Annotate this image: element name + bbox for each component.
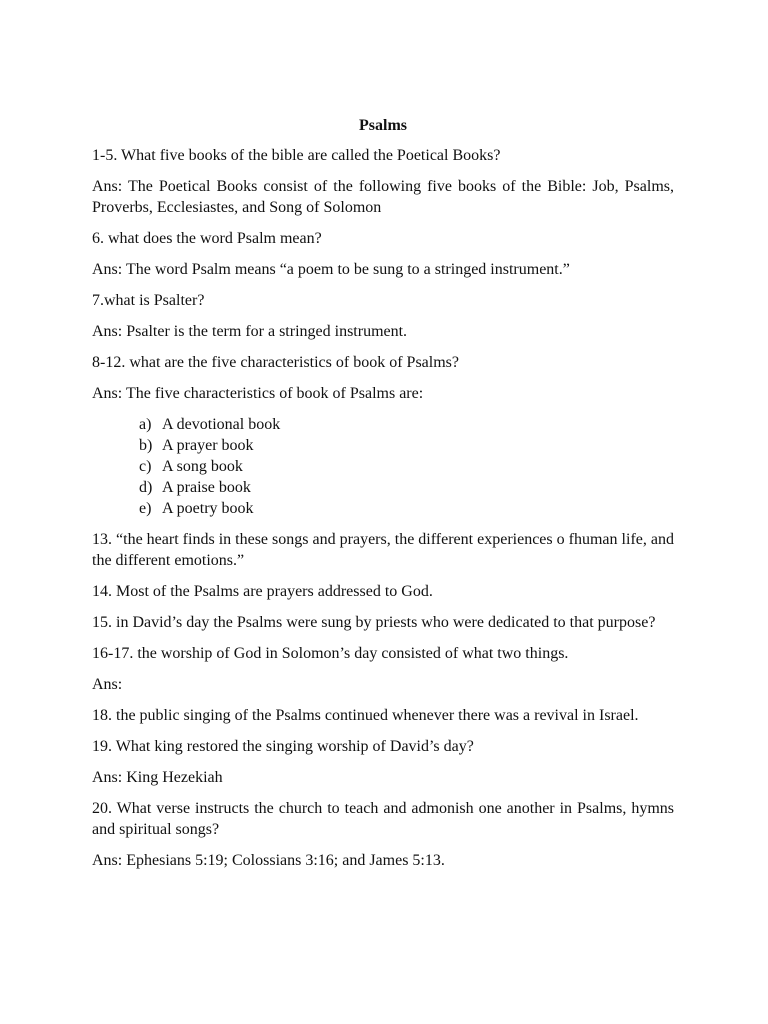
list-marker: b): [139, 437, 153, 454]
question-8-12: 8-12. what are the five characteristics of book of Psalms?: [92, 354, 459, 371]
list-item: [139, 414, 674, 435]
list-item-text: A prayer book: [162, 437, 254, 454]
list-item-text: A song book: [162, 458, 243, 475]
list-item-text: A poetry book: [162, 500, 254, 517]
page-title: Psalms: [359, 117, 407, 134]
answer-16-17: Ans:: [92, 676, 123, 693]
question-20: 20. What verse instructs the church to teach and admonish one another in Psalms, hymns and spiritual songs?: [92, 800, 674, 838]
item-18: 18. the public singing of the Psalms continued whenever there was a revival in Israel.: [92, 707, 639, 724]
list-marker: c): [139, 458, 152, 475]
answer-19: Ans: King Hezekiah: [92, 769, 223, 786]
list-item: [139, 456, 674, 477]
answer-20: Ans: Ephesians 5:19; Colossians 3:16; and James 5:13.: [92, 852, 445, 869]
list-marker: d): [139, 479, 153, 496]
question-1-5: 1-5. What five books of the bible are called the Poetical Books?: [92, 147, 501, 164]
list-item-text: A praise book: [162, 479, 251, 496]
list-item: [139, 435, 674, 456]
answer-1-5: Ans: The Poetical Books consist of the following five books of the Bible: Job, Psalms, Proverbs, Ecclesiastes, and Song of Solomon: [92, 178, 674, 216]
item-13: 13. “the heart finds in these songs and prayers, the different experiences o fhuman life, and the different emotions.”: [92, 531, 674, 569]
answer-8-12: Ans: The five characteristics of book of Psalms are:: [92, 385, 424, 402]
answer-6: Ans: The word Psalm means “a poem to be sung to a stringed instrument.”: [92, 261, 570, 278]
question-6: 6. what does the word Psalm mean?: [92, 230, 322, 247]
list-item-text: A devotional book: [162, 416, 281, 433]
characteristics-list: [92, 414, 674, 519]
item-15: 15. in David’s day the Psalms were sung by priests who were dedicated to that purpose?: [92, 614, 656, 631]
question-19: 19. What king restored the singing worship of David’s day?: [92, 738, 474, 755]
list-marker: e): [139, 500, 152, 517]
answer-7: Ans: Psalter is the term for a stringed instrument.: [92, 323, 408, 340]
item-14: 14. Most of the Psalms are prayers addressed to God.: [92, 583, 433, 600]
question-16-17: 16-17. the worship of God in Solomon’s day consisted of what two things.: [92, 645, 569, 662]
list-item: [139, 477, 674, 498]
question-7: 7.what is Psalter?: [92, 292, 205, 309]
list-marker: a): [139, 416, 152, 433]
list-item: [139, 498, 674, 519]
